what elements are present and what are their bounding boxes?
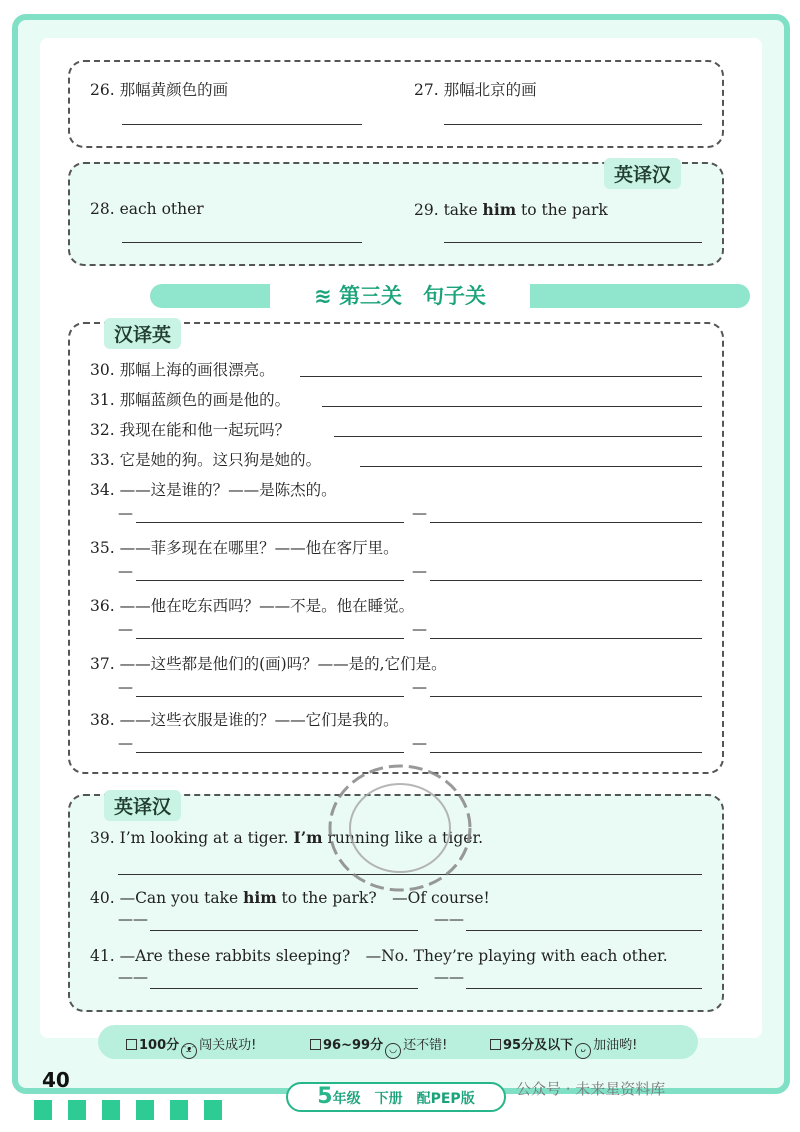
answer-line-27[interactable] [444, 124, 702, 125]
question-40: 40. —Can you take him to the park? —Of course! [90, 888, 490, 907]
grade-label: 5年级 下册 配PEP版 [286, 1082, 506, 1112]
score-option-1[interactable]: 100分 ᵔᴥᵔ 闯关成功! [126, 1034, 256, 1059]
dash-38b: — [412, 734, 427, 752]
page-number: 40 [42, 1068, 70, 1092]
tag-en-to-cn: 英译汉 [604, 158, 681, 189]
answer-line-26[interactable] [122, 124, 362, 125]
footer-stripes [34, 1100, 224, 1120]
answer-line-31[interactable] [322, 406, 702, 407]
answer-line-35a[interactable] [136, 580, 404, 581]
answer-line-41b[interactable] [466, 988, 702, 989]
dash-35b: — [412, 562, 427, 580]
question-39: 39. I’m looking at a tiger. I’m running like a tiger. [90, 828, 484, 847]
question-38: 38. ——这些衣服是谁的？——它们是我的。 [90, 711, 399, 729]
dash-35a: — [118, 562, 133, 580]
dash-38a: — [118, 734, 133, 752]
dash-36a: — [118, 620, 133, 638]
checkbox-icon[interactable] [126, 1039, 137, 1050]
checkbox-icon[interactable] [490, 1039, 501, 1050]
question-37: 37. ——这些都是他们的(画)吗？——是的,它们是。 [90, 655, 447, 673]
seal-stamp [300, 748, 500, 908]
score-bar [98, 1025, 698, 1059]
watermark: 公众号 · 未来星资料库 [516, 1080, 666, 1098]
answer-line-36b[interactable] [430, 638, 702, 639]
question-41: 41. —Are these rabbits sleeping? —No. They’re playing with each other. [90, 947, 668, 965]
question-32: 32. 我现在能和他一起玩吗？ [90, 421, 291, 439]
question-27: 27. 那幅北京的画 [414, 81, 537, 99]
dash-40b: —— [434, 910, 464, 928]
question-29: 29. take him to the park [414, 200, 608, 219]
answer-line-40a[interactable] [150, 930, 418, 931]
dash-34a: — [118, 504, 133, 522]
answer-line-28[interactable] [122, 242, 362, 243]
answer-line-40b[interactable] [466, 930, 702, 931]
answer-line-29[interactable] [444, 242, 702, 243]
score-option-3[interactable]: 95分及以下 ᴗ 加油哟! [490, 1034, 637, 1059]
answer-line-34b[interactable] [430, 522, 702, 523]
dash-41a: —— [118, 968, 148, 986]
question-36: 36. ——他在吃东西吗？——不是。他在睡觉。 [90, 597, 415, 615]
answer-line-37b[interactable] [430, 696, 702, 697]
tag-en-to-cn-2: 英译汉 [104, 790, 181, 821]
answer-line-30[interactable] [300, 376, 702, 377]
score-option-2[interactable]: 96~99分 ◡ 还不错! [310, 1034, 447, 1059]
answer-line-36a[interactable] [136, 638, 404, 639]
question-26: 26. 那幅黄颜色的画 [90, 81, 229, 99]
dash-41b: —— [434, 968, 464, 986]
answer-line-41a[interactable] [150, 988, 418, 989]
dash-37b: — [412, 678, 427, 696]
question-28: 28. each other [90, 200, 204, 218]
answer-line-35b[interactable] [430, 580, 702, 581]
answer-line-34a[interactable] [136, 522, 404, 523]
question-30: 30. 那幅上海的画很漂亮。 [90, 361, 275, 379]
dash-40a: —— [118, 910, 148, 928]
happy-face-icon: ᵔᴥᵔ [181, 1043, 197, 1059]
section-title: ≋ 第三关 句子关 [270, 280, 530, 312]
question-35: 35. ——菲多现在在哪里？——他在客厅里。 [90, 539, 399, 557]
answer-line-32[interactable] [334, 436, 702, 437]
dash-34b: — [412, 504, 427, 522]
tag-cn-to-en: 汉译英 [104, 318, 181, 349]
answer-line-33[interactable] [360, 466, 702, 467]
question-31: 31. 那幅蓝颜色的画是他的。 [90, 391, 291, 409]
checkbox-icon[interactable] [310, 1039, 321, 1050]
answer-line-37a[interactable] [136, 696, 404, 697]
question-33: 33. 它是她的狗。这只狗是她的。 [90, 451, 322, 469]
dash-36b: — [412, 620, 427, 638]
dash-37a: — [118, 678, 133, 696]
box-phrases-cn [68, 60, 724, 148]
smile-face-icon: ◡ [385, 1043, 401, 1059]
cheer-face-icon: ᴗ [575, 1043, 591, 1059]
question-34: 34. ——这是谁的？——是陈杰的。 [90, 481, 337, 499]
